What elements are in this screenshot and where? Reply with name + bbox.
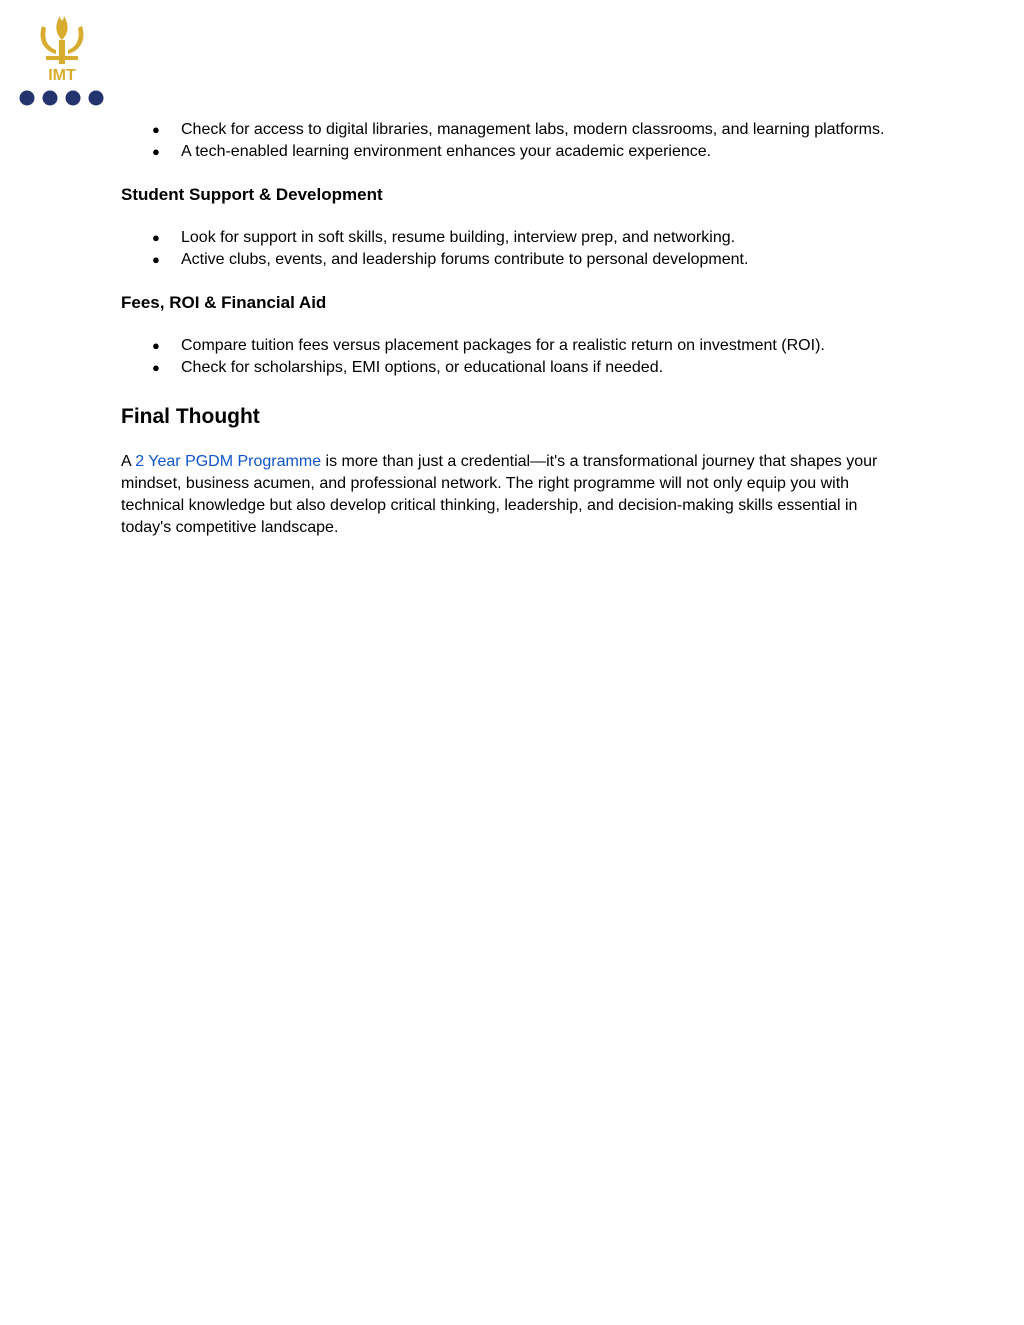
bullet-icon: ● <box>152 360 160 375</box>
bullet-icon: ● <box>152 230 160 245</box>
bullet-icon: ● <box>152 338 160 353</box>
trident-shaft-icon <box>59 40 65 64</box>
bullet-icon: ● <box>152 252 160 267</box>
list-item <box>152 249 901 271</box>
logo-dot-2 <box>43 91 58 106</box>
torch-flame-icon <box>56 16 67 40</box>
pgdm-programme-link[interactable]: 2 Year PGDM Programme <box>135 453 322 470</box>
document-content <box>121 119 901 539</box>
logo-dot-3 <box>66 91 81 106</box>
list-item-text: Look for support in soft skills, resume building, interview prep, and networking. <box>181 229 736 246</box>
fees-heading: Fees, ROI & Financial Aid <box>121 293 327 312</box>
list-item <box>152 119 901 141</box>
list-item <box>152 141 901 163</box>
imt-logo-graphic <box>16 12 108 108</box>
final-thought-paragraph <box>121 451 901 539</box>
list-item-text: Active clubs, events, and leadership forums contribute to personal development. <box>181 251 749 268</box>
list-item <box>152 335 901 357</box>
list-item-text: Check for scholarships, EMI options, or educational loans if needed. <box>181 359 664 376</box>
list-item-text: Check for access to digital libraries, management labs, modern classrooms, and learning platforms. <box>181 121 885 138</box>
trident-left-prong-icon <box>41 26 56 54</box>
logo-text: IMT <box>48 67 76 84</box>
paragraph-prefix: A <box>121 453 136 470</box>
trident-right-prong-icon <box>68 26 83 54</box>
final-thought-heading: Final Thought <box>121 405 260 428</box>
bullet-icon: ● <box>152 144 160 159</box>
imt-logo <box>16 12 108 108</box>
infrastructure-bullet-list <box>121 119 901 163</box>
trident-crossbar-icon <box>46 56 78 60</box>
paragraph-body: is more than just a credential—it's a transformational journey that shapes your mindset, business acumen, and professional network. The right programme will not only equip you with technical knowledge but also develop critical thinking, leadership, and decision-making skills essential in today's competitive landscape. <box>121 453 878 536</box>
list-item <box>152 357 901 379</box>
list-item-text: Compare tuition fees versus placement packages for a realistic return on investment (ROI). <box>181 337 825 354</box>
list-item-text: A tech-enabled learning environment enhances your academic experience. <box>181 143 712 160</box>
student-support-bullet-list <box>121 227 901 271</box>
logo-dot-1 <box>20 91 35 106</box>
list-item <box>152 227 901 249</box>
bullet-icon: ● <box>152 122 160 137</box>
fees-bullet-list <box>121 335 901 379</box>
student-support-heading: Student Support & Development <box>121 185 383 204</box>
logo-dot-4 <box>89 91 104 106</box>
